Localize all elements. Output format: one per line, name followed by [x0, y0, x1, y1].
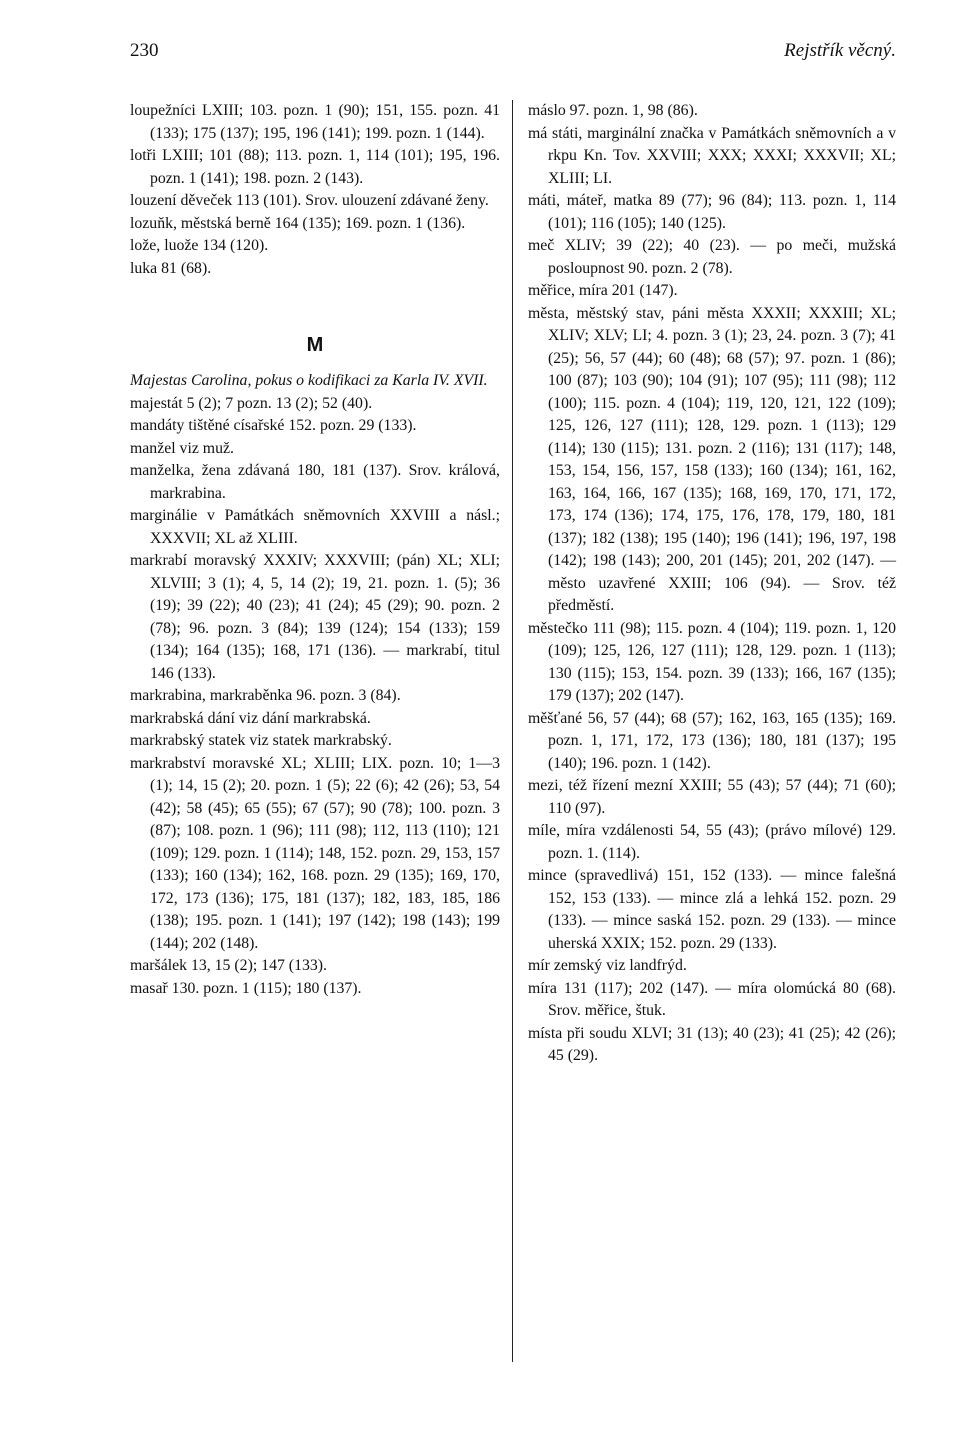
- index-entry: mezi, též řízení mezní XXIII; 55 (43); 57 (44); 71 (60); 110 (97).: [528, 777, 896, 817]
- index-entry: Majestas Carolina, pokus o kodifikaci za Karla IV. XVII.: [130, 372, 488, 389]
- index-entry: mandáty tištěné císařské 152. pozn. 29 (133).: [130, 417, 417, 434]
- column-divider: [512, 100, 513, 1362]
- index-entry: lotři LXIII; 101 (88); 113. pozn. 1, 114 (101); 195, 196. pozn. 1 (141); 198. pozn. 2 (143).: [130, 147, 500, 187]
- index-entry: mince (spravedlivá) 151, 152 (133). — mince falešná 152, 153 (133). — mince zlá a lehká 152. pozn. 29 (133). — mince saská 152. pozn. 29 (133). — mince uherská XXIX; 152. pozn. 29 (133).: [528, 867, 896, 952]
- index-entry: máti, máteř, matka 89 (77); 96 (84); 113. pozn. 1, 114 (101); 116 (105); 140 (125).: [528, 192, 896, 232]
- index-entry: manželka, žena zdávaná 180, 181 (137). Srov. králová, markrabina.: [130, 462, 500, 502]
- index-entry: mír zemský viz landfrýd.: [528, 957, 687, 974]
- page-number: 230: [130, 40, 159, 61]
- index-entry: marginálie v Památkách sněmovních XXVIII a násl.; XXXVII; XL až XLIII.: [130, 507, 500, 547]
- index-entry: měšťané 56, 57 (44); 68 (57); 162, 163, 165 (135); 169. pozn. 1, 171, 172, 173 (136); 180, 181 (137); 195 (140); 196. pozn. 1 (142).: [528, 709, 896, 772]
- index-entry: majestát 5 (2); 7 pozn. 13 (2); 52 (40).: [130, 394, 373, 412]
- index-entry: markrabí moravský XXXIV; XXXVIII; (pán) XL; XLI; XLVIII; 3 (1); 4, 5, 14 (2); 19, 21. pozn. 1. (5); 36 (19); 39 (22); 40 (23); 41 (24); 45 (29); 90. pozn. 2 (78); 96. pozn. 3 (84); 139 (124); 154 (133); 159 (134); 164 (135); 168, 171 (136). — markrabí, titul 146 (133).: [130, 552, 500, 682]
- section-letter: M: [306, 334, 324, 356]
- index-entry: maršálek 13, 15 (2); 147 (133).: [130, 957, 327, 974]
- index-entry: městečko 111 (98); 115. pozn. 4 (104); 119. pozn. 1, 120 (109); 125, 126, 127 (111); 128, 129. pozn. 1 (113); 130 (115); 153, 154. pozn. 39 (133); 166, 167 (135); 179 (137); 202 (147).: [528, 619, 896, 704]
- running-title: Rejstřík věcný.: [784, 40, 896, 61]
- index-entry: míra 131 (117); 202 (147). — míra olomúcká 80 (68). Srov. měřice, štuk.: [528, 979, 896, 1019]
- page-header: [130, 40, 896, 74]
- index-entry: měřice, míra 201 (147).: [528, 282, 678, 299]
- index-entry: města, městský stav, páni města XXXII; XXXIII; XL; XLIV; XLV; LI; 4. pozn. 3 (1); 23, 24. pozn. 3 (7); 41 (25); 56, 57 (44); 60 (48); 68 (57); 97. pozn. 1 (86); 100 (87); 103 (90); 104 (91); 107 (95); 111 (98); 112 (100); 115. pozn. 4 (104); 119, 120, 121, 122 (109); 125, 126, 127 (111); 128, 129. pozn. 1 (113); 129 (114); 130 (115); 131. pozn. 2 (116); 131 (117); 148, 153, 154, 156, 157, 158 (133); 160 (134); 161, 162, 163, 164, 166, 167 (135); 168, 169, 170, 171, 172, 173, 174 (136); 174, 175, 176, 178, 179, 180, 181 (137); 182 (138); 195 (140); 196 (141); 196, 197, 198 (142); 198 (143); 200, 201 (145); 201, 202 (147). — město uzavřené XXIII; 106 (94). — Srov. též předměstí.: [528, 304, 896, 614]
- index-entry: máslo 97. pozn. 1, 98 (86).: [528, 102, 698, 119]
- index-entry: louzení děveček 113 (101). Srov. ulouzení zdávané ženy.: [130, 192, 489, 209]
- index-entry: markrabina, markraběnka 96. pozn. 3 (84).: [130, 687, 401, 704]
- index-entry: lože, luože 134 (120).: [130, 237, 269, 254]
- index-entry: místa při soudu XLVI; 31 (13); 40 (23); 41 (25); 42 (26); 45 (29).: [528, 1024, 896, 1064]
- index-entry: markrabská dání viz dání markrabská.: [130, 709, 371, 727]
- index-entry: míle, míra vzdálenosti 54, 55 (43); (právo mílové) 129. pozn. 1. (114).: [528, 822, 896, 862]
- index-entry: meč XLIV; 39 (22); 40 (23). — po meči, mužská posloupnost 90. pozn. 2 (78).: [528, 237, 896, 277]
- index-entry: loupežníci LXIII; 103. pozn. 1 (90); 151, 155. pozn. 41 (133); 175 (137); 195, 196 (141); 199. pozn. 1 (144).: [130, 102, 500, 142]
- index-entry: masař 130. pozn. 1 (115); 180 (137).: [130, 979, 362, 997]
- index-entry: markrabský statek viz statek markrabský.: [130, 732, 392, 749]
- index-entry: luka 81 (68).: [130, 259, 212, 277]
- index-entry: markrabství moravské XL; XLIII; LIX. pozn. 10; 1—3 (1); 14, 15 (2); 20. pozn. 1 (5); 22 (6); 42 (26); 53, 54 (42); 58 (45); 65 (55); 67 (57); 90 (78); 100. pozn. 3 (87); 108. pozn. 1 (96); 111 (98); 112, 113 (110); 121 (109); 129. pozn. 1 (114); 148, 152. pozn. 29, 153, 157 (133); 160 (134); 162, 168. pozn. 29 (135); 169, 170, 172, 173 (136); 175, 181 (137); 182, 183, 185, 186 (138); 195. pozn. 1 (141); 197 (142); 198 (143); 199 (144); 202 (148).: [130, 754, 500, 952]
- index-entry: lozuňk, městská berně 164 (135); 169. pozn. 1 (136).: [130, 214, 466, 232]
- left-column: [130, 100, 500, 1000]
- right-column: [528, 100, 896, 1068]
- index-entry: má státi, marginální značka v Památkách sněmovních a v rkpu Kn. Tov. XXVIII; XXX; XXXI; XXXVII; XL; XLIII; LI.: [528, 124, 896, 187]
- index-entry: manžel viz muž.: [130, 439, 234, 457]
